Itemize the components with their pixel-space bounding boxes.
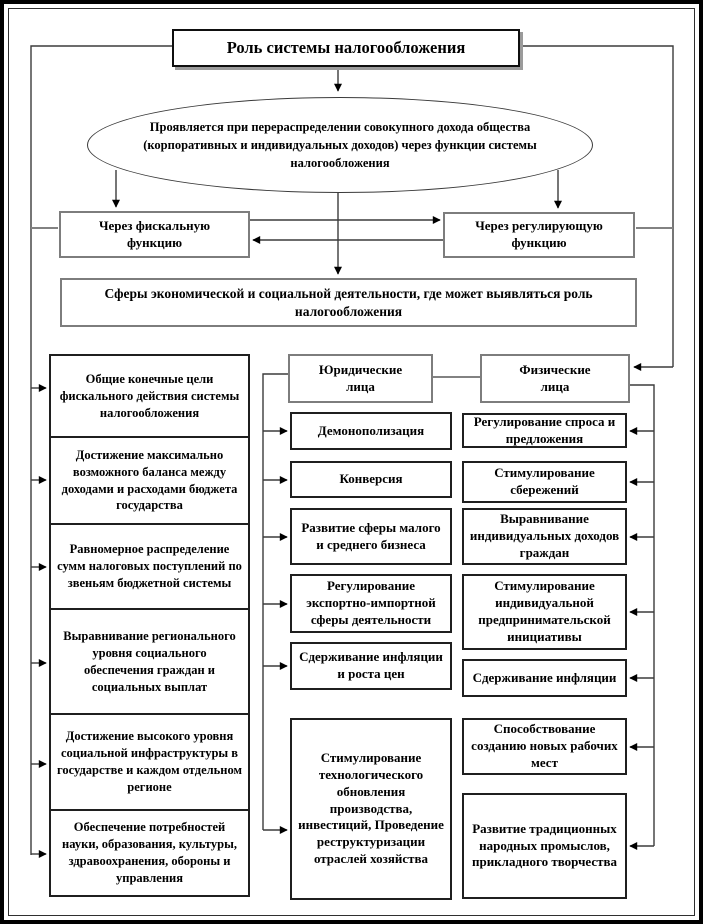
spheres-box <box>60 278 637 327</box>
title-label: Роль системы налогообложения <box>226 38 466 58</box>
fiscal-goal-item: Выравнивание регионального уровня социального обеспечения граждан и социальных выплат <box>51 610 248 715</box>
individual-item: Способствование созданию новых рабочих мест <box>462 718 627 775</box>
fiscal-goal-item: Общие конечные цели фискального действия системы налогообложения <box>51 356 248 438</box>
title-box <box>172 29 520 67</box>
legal-entities-header <box>288 354 433 403</box>
legal-entity-item: Развитие сферы малого и среднего бизнеса <box>290 508 452 565</box>
legal-entities-header-label: Юридические лица <box>318 361 403 394</box>
legal-entity-item: Регулирование экспортно-импортной сферы деятельности <box>290 574 452 633</box>
regulating-function-box <box>443 212 635 258</box>
individual-item: Развитие традиционных народных промыслов, прикладного творчества <box>462 793 627 899</box>
spheres-label: Сферы экономической и социальной деятельности, где может выявляться роль налогообложения <box>104 285 593 319</box>
fiscal-goal-item: Равномерное распределение сумм налоговых поступлений по звеньям бюджетной системы <box>51 525 248 610</box>
individual-item: Стимулирование сбережений <box>462 461 627 503</box>
individuals-header-label: Физические лица <box>519 361 591 394</box>
legal-entity-item: Демонополизация <box>290 412 452 450</box>
individuals-header <box>480 354 630 403</box>
legal-entity-item: Конверсия <box>290 461 452 498</box>
regulating-function-label: Через регулирующую функцию <box>475 218 603 250</box>
legal-entity-item: Стимулирование технологического обновления производства, инвестиций, Проведение реструктуризации отраслей хозяйства <box>290 718 452 900</box>
fiscal-goals-stack <box>49 354 250 897</box>
fiscal-function-box <box>59 211 250 258</box>
legal-entity-item: Сдерживание инфляции и роста цен <box>290 642 452 690</box>
individual-item: Регулирование спроса и предложения <box>462 413 627 448</box>
ellipse-node <box>87 97 593 193</box>
fiscal-goal-item: Обеспечение потребностей науки, образования, культуры, здравоохранения, обороны и управления <box>62 820 237 885</box>
fiscal-function-label: Через фискальную функцию <box>98 217 211 250</box>
individual-item: Сдерживание инфляции <box>462 659 627 697</box>
fiscal-goal-item: Достижение максимально возможного баланса между доходами и расходами бюджета государства <box>51 438 248 524</box>
fiscal-goal-item: Достижение высокого уровня социальной инфраструктуры в государстве и каждом отдельном регионе <box>51 715 248 810</box>
individual-item: Стимулирование индивидуальной предпринимательской инициативы <box>462 574 627 650</box>
individual-item: Выравнивание индивидуальных доходов граждан <box>462 508 627 565</box>
ellipse-label: Проявляется при перераспределении совокупного дохода общества (корпоративных и индивидуальных доходов) через функции системы налогообложения <box>143 119 537 171</box>
